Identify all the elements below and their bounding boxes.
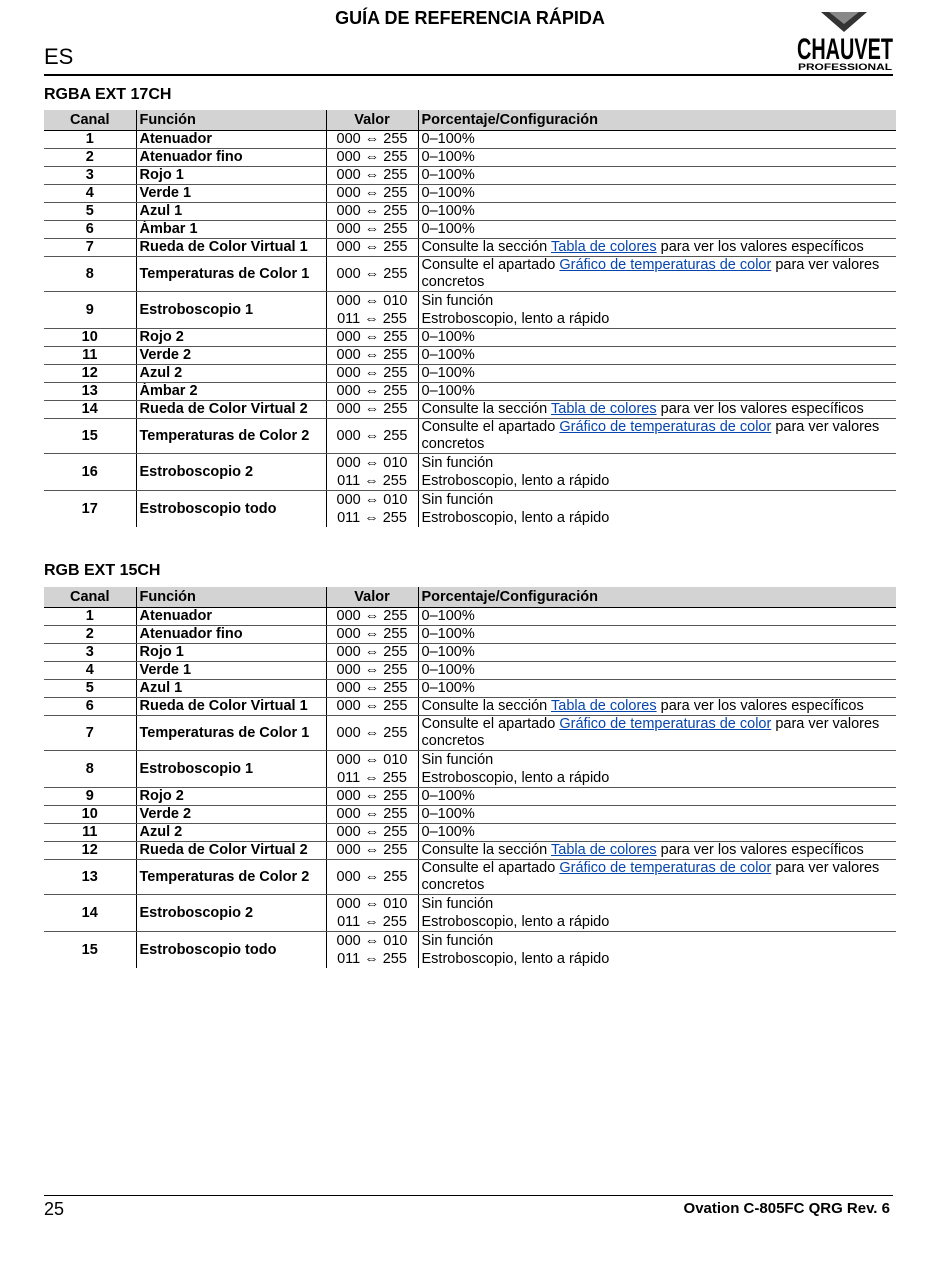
value-range xyxy=(326,221,418,239)
setting-text xyxy=(422,698,864,714)
setting-text: 0–100% xyxy=(421,383,475,399)
value-range-text: 000 ⇔ 010 xyxy=(336,455,408,471)
function-name: Rueda de Color Virtual 2 xyxy=(136,401,326,419)
table-row xyxy=(44,751,896,788)
header-divider xyxy=(44,74,893,76)
setting-text xyxy=(422,419,880,452)
function-name: Rojo 1 xyxy=(136,167,326,185)
value-range xyxy=(326,167,418,185)
setting-text xyxy=(422,239,864,255)
page-title: GUÍA DE REFERENCIA RÁPIDA xyxy=(335,8,605,28)
setting-text: 0–100% xyxy=(421,329,475,345)
logo-wordmark: CHAUVET xyxy=(797,33,893,66)
value-range-text: 000 ⇔ 255 xyxy=(336,167,408,183)
column-header-function: Función xyxy=(136,587,326,608)
channel-number: 14 xyxy=(44,401,136,419)
setting-text: Estroboscopio, lento a rápido xyxy=(421,473,610,489)
channel-number: 15 xyxy=(81,941,98,958)
table-row xyxy=(44,185,896,203)
channel-number: 9 xyxy=(44,788,136,806)
channel-number: 6 xyxy=(44,698,136,716)
setting-description xyxy=(418,347,896,365)
table-row xyxy=(44,149,896,167)
value-range-text: 000 ⇔ 255 xyxy=(336,329,408,345)
value-range xyxy=(326,292,418,329)
setting-text: Sin función xyxy=(421,455,494,471)
setting-text: Estroboscopio, lento a rápido xyxy=(421,311,610,327)
setting-description xyxy=(418,895,896,932)
setting-text-suffix: para ver los valores específicos xyxy=(656,698,864,714)
value-range-text: 011 ⇔ 255 xyxy=(337,951,407,967)
value-range xyxy=(326,662,418,680)
column-header-setting: Porcentaje/Configuración xyxy=(418,587,896,608)
channel-number: 15 xyxy=(44,419,136,454)
column-header-value: Valor xyxy=(326,587,418,608)
value-range-text: 000 ⇔ 255 xyxy=(336,868,408,885)
setting-text: 0–100% xyxy=(421,203,475,219)
channel-number: 4 xyxy=(44,662,136,680)
value-range-text: 000 ⇔ 255 xyxy=(336,427,408,444)
value-range xyxy=(326,932,418,969)
setting-description xyxy=(418,680,896,698)
link-color-temp-chart[interactable]: Gráfico de temperaturas de color xyxy=(559,419,772,435)
function-name: Azul 1 xyxy=(136,680,326,698)
value-range-text: 000 ⇔ 255 xyxy=(336,203,408,219)
value-range-text: 000 ⇔ 255 xyxy=(336,131,408,147)
setting-text: Sin función xyxy=(421,752,494,768)
channel-number: 10 xyxy=(44,806,136,824)
table-row xyxy=(44,806,896,824)
function-name: Estroboscopio 1 xyxy=(136,751,326,788)
setting-text: Estroboscopio, lento a rápido xyxy=(421,951,610,967)
table-row xyxy=(44,860,896,895)
document-reference: Ovation C-805FC QRG Rev. 6 xyxy=(683,1200,890,1217)
language-code: ES xyxy=(44,44,74,69)
value-range-text: 011 ⇔ 255 xyxy=(337,311,407,327)
setting-description xyxy=(418,824,896,842)
setting-description xyxy=(418,842,896,860)
setting-text xyxy=(422,257,880,290)
function-name: Estroboscopio 2 xyxy=(136,454,326,491)
value-range xyxy=(326,239,418,257)
value-range-text: 011 ⇔ 255 xyxy=(337,914,407,930)
table-row xyxy=(44,698,896,716)
value-range-text: 011 ⇔ 255 xyxy=(337,473,407,489)
table-row xyxy=(44,419,896,454)
value-range-text: 000 ⇔ 255 xyxy=(336,788,408,804)
value-range-text: 000 ⇔ 255 xyxy=(336,383,408,399)
function-name: Atenuador xyxy=(136,608,326,626)
function-name: Verde 2 xyxy=(136,806,326,824)
channel-number: 8 xyxy=(44,751,136,788)
setting-text-prefix: Consulte la sección xyxy=(421,239,552,255)
value-range xyxy=(326,347,418,365)
setting-description xyxy=(418,662,896,680)
channel-number: 5 xyxy=(44,203,136,221)
channel-number: 13 xyxy=(44,860,136,895)
function-name: Estroboscopio 2 xyxy=(136,895,326,932)
value-range xyxy=(326,698,418,716)
value-range-text: 000 ⇔ 255 xyxy=(336,221,408,237)
column-header-setting: Porcentaje/Configuración xyxy=(418,110,896,131)
table-row xyxy=(44,221,896,239)
link-color-table[interactable]: Tabla de colores xyxy=(551,239,657,255)
link-color-temp-chart[interactable]: Gráfico de temperaturas de color xyxy=(559,257,772,273)
value-range-text: 000 ⇔ 255 xyxy=(336,724,408,741)
value-range-text: 000 ⇔ 010 xyxy=(336,933,408,949)
setting-text-prefix: Consulte el apartado xyxy=(421,716,560,732)
value-range xyxy=(326,383,418,401)
setting-description xyxy=(418,329,896,347)
value-range-text: 011 ⇔ 255 xyxy=(337,510,407,526)
value-range xyxy=(326,788,418,806)
value-range xyxy=(326,626,418,644)
setting-text: 0–100% xyxy=(421,644,475,660)
column-header-function: Función xyxy=(136,110,326,131)
setting-description xyxy=(418,932,896,969)
function-name: Rojo 2 xyxy=(136,329,326,347)
channel-number: 8 xyxy=(44,257,136,292)
column-header-value: Valor xyxy=(326,110,418,131)
setting-text: 0–100% xyxy=(421,185,475,201)
setting-description xyxy=(418,383,896,401)
setting-text-prefix: Consulte la sección xyxy=(421,842,552,858)
function-name: Estroboscopio todo xyxy=(136,491,326,528)
channel-number: 6 xyxy=(44,221,136,239)
value-range-text: 000 ⇔ 255 xyxy=(336,824,408,840)
table-row xyxy=(44,895,896,932)
value-range xyxy=(326,185,418,203)
table-row xyxy=(44,383,896,401)
setting-text-suffix: para ver los valores específicos xyxy=(656,842,864,858)
function-name: Ámbar 2 xyxy=(136,383,326,401)
table-row xyxy=(44,824,896,842)
table-row xyxy=(44,329,896,347)
table-header-row xyxy=(44,110,896,131)
value-range xyxy=(326,131,418,149)
value-range xyxy=(326,149,418,167)
value-range-text: 000 ⇔ 010 xyxy=(336,492,408,508)
channel-number: 3 xyxy=(44,167,136,185)
setting-text-suffix: para ver valores concretos xyxy=(421,257,880,290)
column-header-channel: Canal xyxy=(44,110,136,131)
value-range-text: 000 ⇔ 255 xyxy=(336,644,408,660)
table-row xyxy=(44,131,896,149)
table-row xyxy=(44,788,896,806)
value-range-text: 000 ⇔ 255 xyxy=(336,626,408,642)
table-row xyxy=(44,239,896,257)
setting-description xyxy=(418,716,896,751)
setting-text: 0–100% xyxy=(421,167,475,183)
function-name: Temperaturas de Color 2 xyxy=(136,419,326,454)
table-row xyxy=(44,454,896,491)
link-color-table[interactable]: Tabla de colores xyxy=(551,842,657,858)
setting-text-prefix: Consulte la sección xyxy=(421,698,552,714)
function-name: Atenuador fino xyxy=(136,626,326,644)
channel-number: 14 xyxy=(44,895,136,932)
function-name: Ámbar 1 xyxy=(136,221,326,239)
value-range-text: 000 ⇔ 255 xyxy=(336,365,408,381)
setting-description xyxy=(418,788,896,806)
setting-text: Sin función xyxy=(421,933,494,949)
value-range xyxy=(326,824,418,842)
value-range-text: 000 ⇔ 010 xyxy=(336,896,408,912)
value-range-text: 000 ⇔ 255 xyxy=(336,347,408,363)
function-name: Atenuador fino xyxy=(136,149,326,167)
setting-text: 0–100% xyxy=(421,788,475,804)
table-row xyxy=(44,292,896,329)
channel-number: 10 xyxy=(44,329,136,347)
setting-text-suffix: para ver los valores específicos xyxy=(656,401,864,417)
footer-divider xyxy=(44,1195,893,1196)
function-name: Atenuador xyxy=(136,131,326,149)
setting-description xyxy=(418,698,896,716)
section-title: RGB EXT 15CH xyxy=(44,562,161,579)
value-range-text: 000 ⇔ 255 xyxy=(336,401,408,417)
function-name: Temperaturas de Color 1 xyxy=(136,716,326,751)
link-color-table[interactable]: Tabla de colores xyxy=(551,698,657,714)
setting-text xyxy=(422,842,864,858)
logo-subtext: PROFESSIONAL xyxy=(798,62,893,72)
value-range xyxy=(326,895,418,932)
channel-number: 3 xyxy=(44,644,136,662)
value-range-text: 000 ⇔ 255 xyxy=(336,239,408,255)
setting-text: 0–100% xyxy=(421,347,475,363)
value-range-text: 000 ⇔ 255 xyxy=(336,680,408,696)
setting-description xyxy=(418,203,896,221)
value-range-text: 000 ⇔ 255 xyxy=(336,185,408,201)
function-name: Temperaturas de Color 2 xyxy=(136,860,326,895)
setting-description xyxy=(418,644,896,662)
table-row xyxy=(44,608,896,626)
table-row xyxy=(44,680,896,698)
setting-text xyxy=(422,716,880,749)
value-range xyxy=(326,257,418,292)
setting-text: 0–100% xyxy=(421,608,475,624)
setting-text-prefix: Consulte el apartado xyxy=(421,419,560,435)
setting-description xyxy=(418,239,896,257)
table-row xyxy=(44,491,896,528)
setting-text-suffix: para ver valores concretos xyxy=(421,860,880,893)
table-row xyxy=(44,932,896,969)
value-range-text: 000 ⇔ 255 xyxy=(336,842,408,858)
value-range xyxy=(326,419,418,454)
setting-text: 0–100% xyxy=(421,131,475,147)
setting-description xyxy=(418,131,896,149)
setting-description xyxy=(418,185,896,203)
channel-number: 1 xyxy=(44,131,136,149)
value-range xyxy=(326,644,418,662)
setting-text: 0–100% xyxy=(421,626,475,642)
link-color-temp-chart[interactable]: Gráfico de temperaturas de color xyxy=(559,860,772,876)
channel-number: 12 xyxy=(44,365,136,383)
channel-number: 16 xyxy=(44,454,136,491)
setting-description xyxy=(418,149,896,167)
setting-text: 0–100% xyxy=(421,221,475,237)
setting-description xyxy=(418,401,896,419)
table-row xyxy=(44,626,896,644)
function-name: Azul 1 xyxy=(136,203,326,221)
value-range-text: 000 ⇔ 255 xyxy=(336,662,408,678)
setting-description xyxy=(418,608,896,626)
section-title: RGBA EXT 17CH xyxy=(44,86,172,103)
setting-text: 0–100% xyxy=(421,680,475,696)
link-color-temp-chart[interactable]: Gráfico de temperaturas de color xyxy=(559,716,772,732)
chauvet-logo xyxy=(793,10,897,72)
setting-text: 0–100% xyxy=(421,365,475,381)
setting-text-suffix: para ver valores concretos xyxy=(421,419,880,452)
setting-text xyxy=(422,860,880,893)
function-name: Azul 2 xyxy=(136,365,326,383)
function-name: Verde 1 xyxy=(136,662,326,680)
setting-text-suffix: para ver valores concretos xyxy=(421,716,880,749)
value-range xyxy=(326,365,418,383)
value-range xyxy=(326,401,418,419)
setting-text: 0–100% xyxy=(421,662,475,678)
value-range xyxy=(326,716,418,751)
value-range xyxy=(326,454,418,491)
channel-number: 2 xyxy=(44,149,136,167)
setting-text: 0–100% xyxy=(421,824,475,840)
value-range xyxy=(326,491,418,528)
value-range xyxy=(326,806,418,824)
value-range-text: 000 ⇔ 010 xyxy=(336,752,408,768)
function-name: Rueda de Color Virtual 2 xyxy=(136,842,326,860)
table-row xyxy=(44,716,896,751)
function-name: Rojo 1 xyxy=(136,644,326,662)
channel-number: 4 xyxy=(44,185,136,203)
table-row xyxy=(44,257,896,292)
value-range xyxy=(326,842,418,860)
setting-description xyxy=(418,626,896,644)
value-range-text: 000 ⇔ 255 xyxy=(336,806,408,822)
table-row xyxy=(44,167,896,185)
column-header-channel: Canal xyxy=(44,587,136,608)
function-name: Azul 2 xyxy=(136,824,326,842)
setting-description xyxy=(418,292,896,329)
table-row xyxy=(44,347,896,365)
setting-text: Estroboscopio, lento a rápido xyxy=(421,510,610,526)
setting-description xyxy=(418,221,896,239)
setting-text xyxy=(422,401,864,417)
setting-text: 0–100% xyxy=(421,806,475,822)
value-range xyxy=(326,608,418,626)
function-name: Temperaturas de Color 1 xyxy=(136,257,326,292)
channel-number: 1 xyxy=(44,608,136,626)
channel-number: 2 xyxy=(44,626,136,644)
value-range xyxy=(326,680,418,698)
setting-description xyxy=(418,751,896,788)
setting-description xyxy=(418,167,896,185)
channel-number: 11 xyxy=(44,347,136,365)
function-name: Rueda de Color Virtual 1 xyxy=(136,239,326,257)
setting-text: Sin función xyxy=(421,293,494,309)
function-name: Rueda de Color Virtual 1 xyxy=(136,698,326,716)
setting-description xyxy=(418,365,896,383)
setting-description xyxy=(418,860,896,895)
setting-text-prefix: Consulte la sección xyxy=(421,401,552,417)
page-number: 25 xyxy=(44,1199,65,1219)
channel-number: 5 xyxy=(44,680,136,698)
value-range-text: 000 ⇔ 255 xyxy=(336,149,408,165)
function-name: Verde 2 xyxy=(136,347,326,365)
value-range-text: 000 ⇔ 255 xyxy=(336,265,408,282)
setting-text: Estroboscopio, lento a rápido xyxy=(421,914,610,930)
table-row xyxy=(44,401,896,419)
channel-number: 12 xyxy=(44,842,136,860)
dmx-table-rgba-17ch xyxy=(44,110,896,527)
setting-text: Sin función xyxy=(421,896,494,912)
value-range-text: 011 ⇔ 255 xyxy=(337,770,407,786)
setting-text: Estroboscopio, lento a rápido xyxy=(421,770,610,786)
channel-number: 13 xyxy=(44,383,136,401)
setting-description xyxy=(418,491,896,528)
link-color-table[interactable]: Tabla de colores xyxy=(551,401,657,417)
value-range xyxy=(326,751,418,788)
setting-text: 0–100% xyxy=(421,149,475,165)
table-row xyxy=(44,842,896,860)
setting-text-prefix: Consulte el apartado xyxy=(421,860,560,876)
channel-number: 9 xyxy=(44,292,136,329)
dmx-table-rgb-15ch xyxy=(44,587,896,968)
table-row xyxy=(44,203,896,221)
setting-description xyxy=(418,257,896,292)
value-range xyxy=(326,860,418,895)
setting-description xyxy=(418,419,896,454)
function-name: Estroboscopio 1 xyxy=(136,292,326,329)
table-header-row xyxy=(44,587,896,608)
value-range-text: 000 ⇔ 255 xyxy=(336,608,408,624)
function-name: Rojo 2 xyxy=(136,788,326,806)
value-range xyxy=(326,329,418,347)
channel-number: 17 xyxy=(81,500,98,517)
table-row xyxy=(44,365,896,383)
value-range-text: 000 ⇔ 010 xyxy=(336,293,408,309)
function-name: Estroboscopio todo xyxy=(136,932,326,969)
function-name: Verde 1 xyxy=(136,185,326,203)
value-range xyxy=(326,203,418,221)
setting-text-suffix: para ver los valores específicos xyxy=(656,239,864,255)
setting-description xyxy=(418,454,896,491)
value-range-text: 000 ⇔ 255 xyxy=(336,698,408,714)
setting-text: Sin función xyxy=(421,492,494,508)
setting-text-prefix: Consulte el apartado xyxy=(421,257,560,273)
setting-description xyxy=(418,806,896,824)
channel-number: 7 xyxy=(44,239,136,257)
channel-number: 11 xyxy=(44,824,136,842)
table-row xyxy=(44,662,896,680)
table-row xyxy=(44,644,896,662)
channel-number: 7 xyxy=(44,716,136,751)
